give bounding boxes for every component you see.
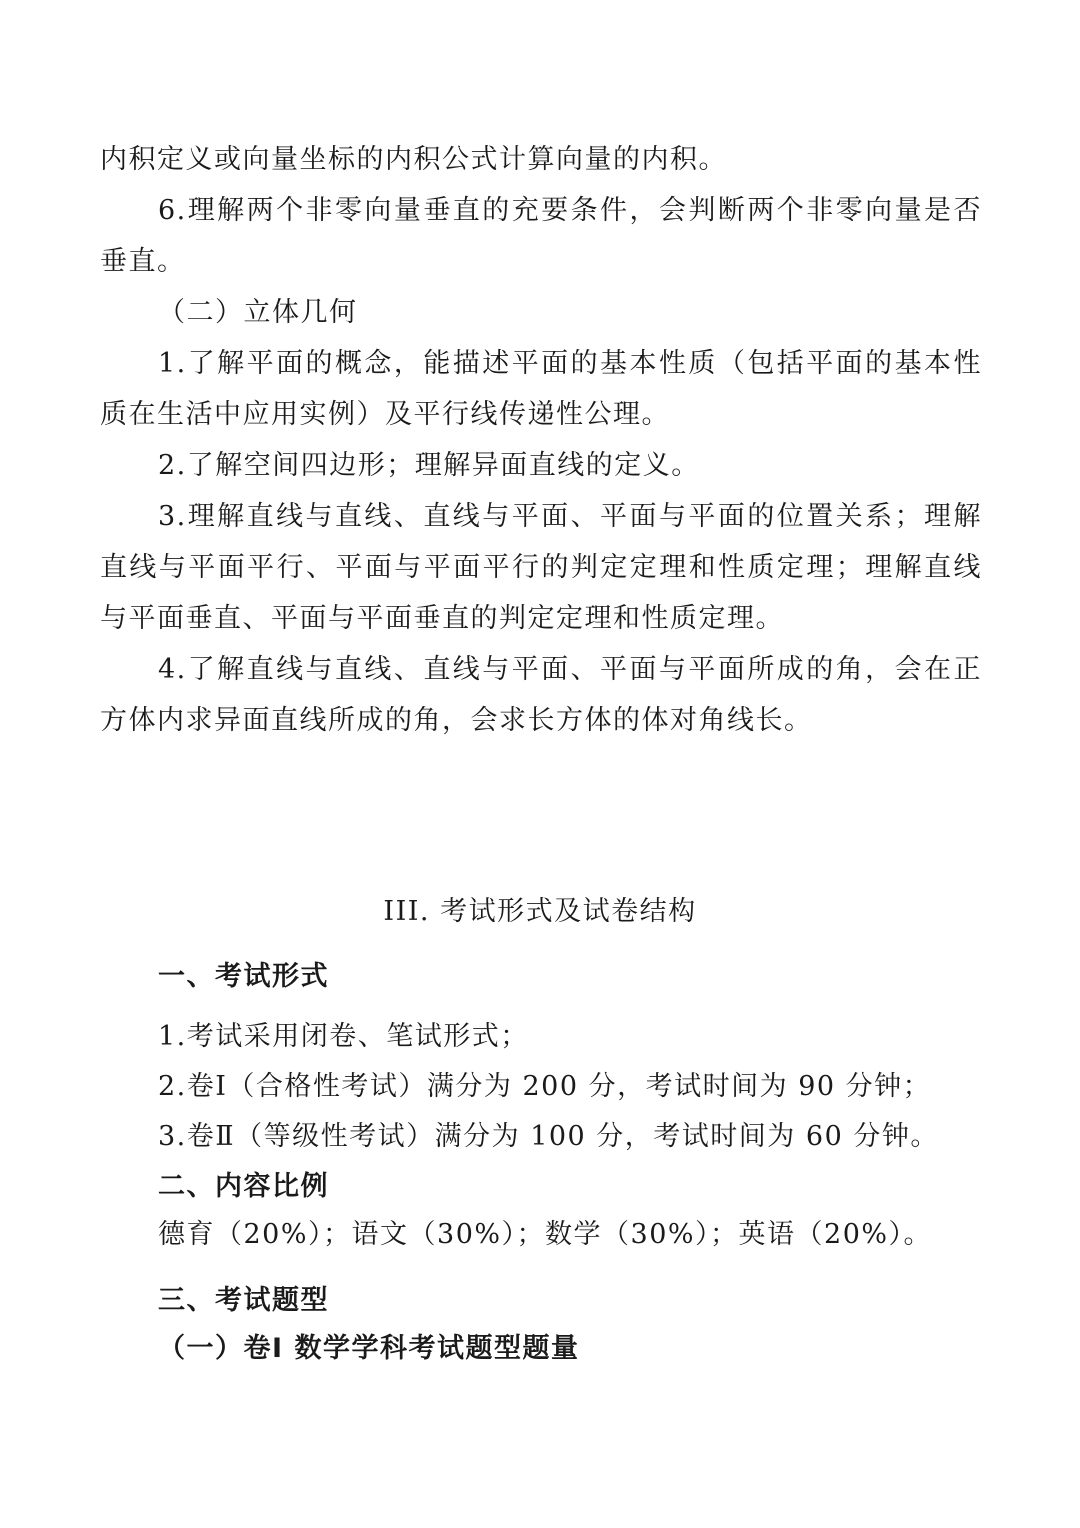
list-item: 1.考试采用闭卷、笔试形式；	[158, 1021, 529, 1052]
list-item: 2.卷Ⅰ（合格性考试）满分为 200 分，考试时间为 90 分钟；	[158, 1071, 932, 1102]
list-item: 3.卷Ⅱ（等级性考试）满分为 100 分，考试时间为 60 分钟。	[158, 1121, 939, 1152]
paragraph-line: 2.了解空间四边形；理解异面直线的定义。	[158, 450, 700, 481]
paragraph-line: 方体内求异面直线所成的角，会求长方体的体对角线长。	[100, 705, 813, 736]
section-heading: 三、考试题型	[158, 1285, 329, 1316]
paragraph-line: 垂直。	[100, 246, 186, 277]
paragraph-line: 4.了解直线与直线、直线与平面、平面与平面所成的角，会在正	[158, 654, 982, 685]
paragraph-line: 质在生活中应用实例）及平行线传递性公理。	[100, 399, 670, 430]
ratio-line: 德育（20%）；语文（30%）；数学（30%）；英语（20%）。	[158, 1219, 933, 1250]
subsection-title: （二）立体几何	[158, 297, 358, 328]
section-heading: 一、考试形式	[158, 961, 329, 992]
paragraph-line: 1.了解平面的概念，能描述平面的基本性质（包括平面的基本性	[158, 348, 982, 379]
paragraph-line: 内积定义或向量坐标的内积公式计算向量的内积。	[100, 144, 727, 175]
section-title: III. 考试形式及试卷结构	[383, 896, 697, 927]
paragraph-line: 与平面垂直、平面与平面垂直的判定定理和性质定理。	[100, 603, 784, 634]
paragraph-line: 直线与平面平行、平面与平面平行的判定定理和性质定理；理解直线	[100, 552, 982, 583]
paragraph-line: 3.理解直线与直线、直线与平面、平面与平面的位置关系；理解	[158, 501, 982, 532]
section-heading: 二、内容比例	[158, 1171, 329, 1202]
subsection-heading: （一）卷Ⅰ 数学学科考试题型题量	[158, 1333, 580, 1364]
paragraph-line: 6.理解两个非零向量垂直的充要条件，会判断两个非零向量是否	[158, 195, 982, 226]
